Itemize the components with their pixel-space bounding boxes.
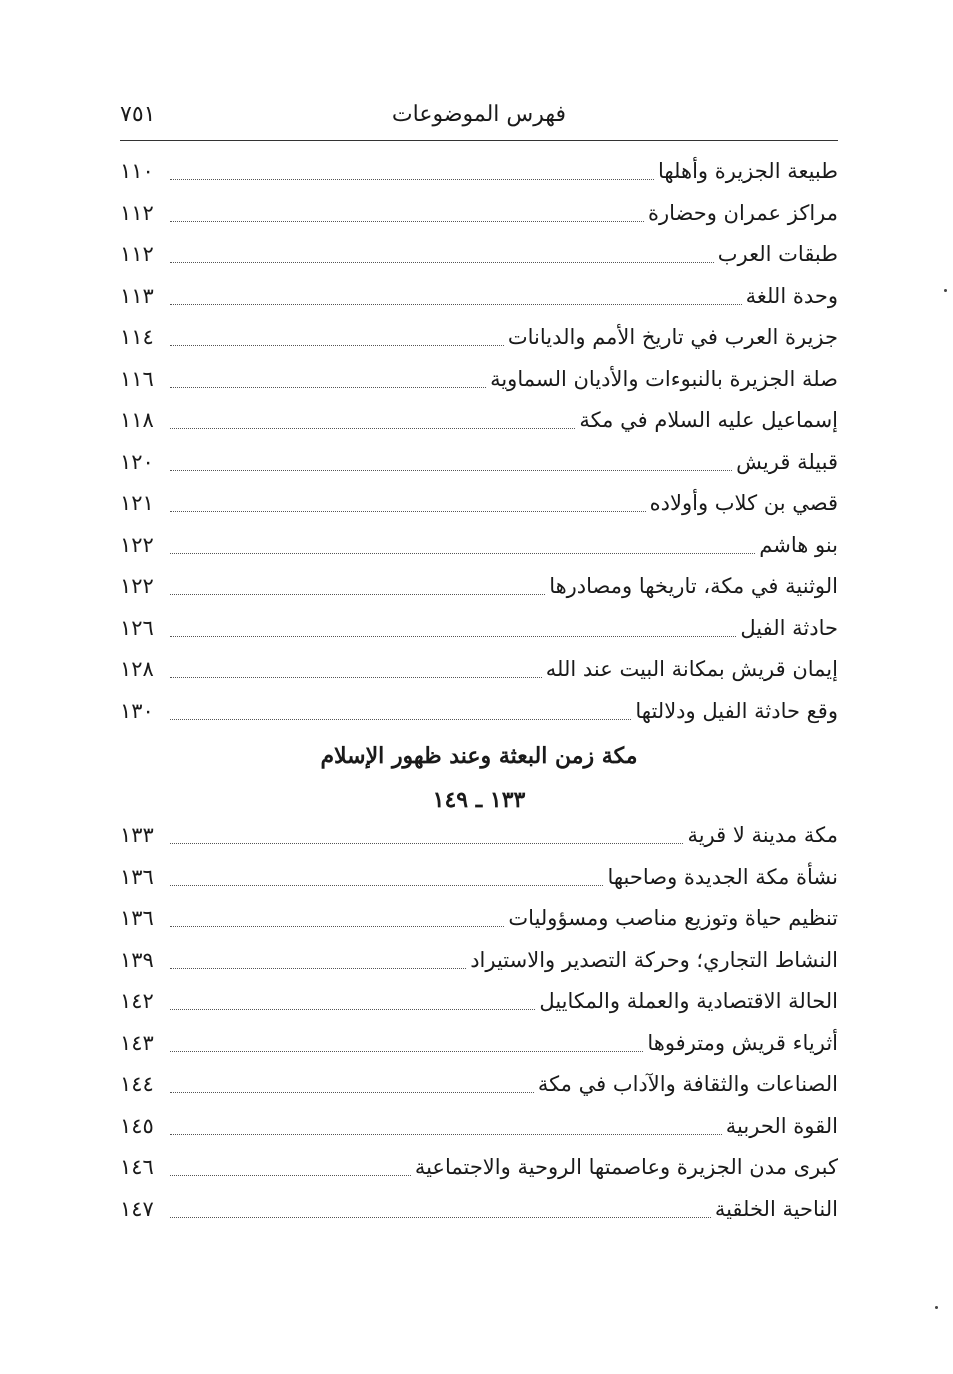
toc-entry [120, 442, 838, 484]
dot-leader [170, 511, 646, 512]
toc-entry-page: ١٤٥ [120, 1113, 154, 1138]
toc-entry-page: ١١٦ [120, 366, 154, 391]
toc-entry-page: ١٢٨ [120, 657, 154, 681]
toc-entry-page: ١٢١ [120, 491, 154, 515]
toc-entry-page: ١٢٠ [120, 449, 154, 474]
toc-entry-title: نشأة مكة الجديدة وصاحبها [607, 864, 838, 889]
toc-entry-title: الصناعات والثقافة والآداب في مكة [537, 1072, 838, 1096]
toc-entry-title: كبرى مدن الجزيرة وعاصمتها الروحية والاجتماعية [414, 1155, 838, 1179]
running-title: فهرس الموضوعات [391, 102, 567, 127]
toc-entry [120, 483, 838, 525]
dot-leader [170, 221, 644, 222]
toc-entry [120, 400, 838, 442]
toc-entry-title: الوثنية في مكة، تاريخها ومصادرها [549, 574, 838, 598]
dot-leader [170, 968, 466, 969]
scan-speck [935, 1306, 938, 1309]
toc-entry-title: إسماعيل عليه السلام في مكة [579, 408, 838, 432]
toc-entry-title: الحالة الاقتصادية والعملة والمكاييل [539, 989, 838, 1013]
dot-leader [170, 262, 714, 263]
toc-entry-page: ١٣٩ [120, 947, 154, 972]
dot-leader [170, 1217, 711, 1218]
toc-entry-title: صلة الجزيرة بالنبوءات والأديان السماوية [490, 366, 838, 391]
dot-leader [170, 885, 603, 886]
toc-entry [120, 566, 838, 608]
dot-leader [170, 1134, 722, 1135]
toc-entry-title: طبيعة الجزيرة وأهلها [657, 159, 838, 183]
toc-entry [120, 857, 838, 899]
dot-leader [170, 553, 755, 554]
toc-entry [120, 940, 838, 982]
toc-entry-page: ١٣٦ [120, 906, 154, 930]
toc-entry-page: ١١٣ [120, 283, 154, 308]
dot-leader [170, 387, 486, 388]
toc-entry [120, 1064, 838, 1106]
toc-entry [120, 981, 838, 1023]
dot-leader [170, 1092, 534, 1093]
toc-entry-page: ١١٤ [120, 325, 154, 349]
toc-entry-title: مكة مدينة لا قرية [687, 823, 838, 847]
toc-entry [120, 276, 838, 318]
toc-entry-page: ١٣٦ [120, 864, 154, 889]
toc-entry-page: ١٤٧ [120, 1196, 154, 1221]
toc-list-part2 [120, 815, 838, 1230]
toc-entry-title: الناحية الخلقية [714, 1196, 838, 1221]
page-header [120, 96, 838, 141]
toc-entry-title: القوة الحربية [725, 1113, 838, 1138]
toc-entry [120, 1106, 838, 1148]
toc-entry-page: ١١٢ [120, 242, 154, 266]
dot-leader [170, 677, 542, 678]
section-page-range: ١٣٣ ـ ١٤٩ [432, 787, 526, 813]
toc-entry-title: قبيلة قريش [736, 449, 838, 474]
dot-leader [170, 719, 631, 720]
dot-leader [170, 345, 504, 346]
toc-entry [120, 359, 838, 401]
toc-entry-title: تنظيم حياة وتوزيع مناصب ومسؤوليات [508, 906, 838, 930]
toc-entry-title: طبقات العرب [717, 242, 838, 266]
dot-leader [170, 1175, 411, 1176]
toc-entry-page: ١٤٤ [120, 1072, 154, 1096]
toc-entry-page: ١١٠ [120, 159, 154, 183]
toc-entry-title: مراكز عمران وحضارة [648, 200, 838, 225]
toc-entry-title: وقع حادثة الفيل ودلالتها [635, 698, 838, 723]
dot-leader [170, 926, 504, 927]
page-number: ٧٥١ [120, 102, 156, 127]
toc-entry [120, 815, 838, 857]
dot-leader [170, 636, 736, 637]
toc-entry-page: ١٤٢ [120, 989, 154, 1013]
dot-leader [170, 304, 742, 305]
dot-leader [170, 1009, 535, 1010]
toc-entry [120, 525, 838, 567]
dot-leader [170, 594, 545, 595]
dot-leader [170, 1051, 643, 1052]
toc-entry-page: ١٤٣ [120, 1030, 154, 1055]
toc-entry-page: ١٣٣ [120, 823, 154, 847]
toc-entry [120, 691, 838, 733]
dot-leader [170, 428, 575, 429]
dot-leader [170, 179, 654, 180]
toc-entry-title: إيمان قريش بمكانة البيت عند الله [545, 657, 838, 681]
toc-entry-title: جزيرة العرب في تاريخ الأمم والديانات [507, 325, 838, 349]
toc-entry-page: ١٢٢ [120, 574, 154, 598]
toc-entry [120, 234, 838, 276]
toc-entry [120, 1189, 838, 1231]
toc-entry [120, 898, 838, 940]
toc-entry-title: قصي بن كلاب وأولاده [649, 491, 838, 515]
toc-list-part1 [120, 151, 838, 732]
toc-entry-title: بنو هاشم [759, 532, 838, 557]
toc-entry-title: حادثة الفيل [740, 615, 838, 640]
toc-entry [120, 317, 838, 359]
toc-entry [120, 151, 838, 193]
section-title: مكة زمن البعثة وعند ظهور الإسلام [320, 743, 638, 769]
toc-entry [120, 1023, 838, 1065]
toc-entry [120, 193, 838, 235]
dot-leader [170, 843, 683, 844]
toc-entry-title: أثرياء قريش ومترفوها [647, 1030, 838, 1055]
toc-entry-page: ١٣٠ [120, 698, 154, 723]
toc-entry-page: ١١٢ [120, 200, 154, 225]
toc-entry [120, 608, 838, 650]
toc-entry-title: وحدة اللغة [745, 283, 838, 308]
dot-leader [170, 470, 732, 471]
toc-entry-page: ١٤٦ [120, 1155, 154, 1179]
toc-entry-page: ١٢٦ [120, 615, 154, 640]
toc-entry-page: ١١٨ [120, 408, 154, 432]
section-heading [120, 736, 838, 820]
toc-entry-page: ١٢٢ [120, 532, 154, 557]
toc-entry [120, 649, 838, 691]
toc-entry [120, 1147, 838, 1189]
scan-speck [944, 289, 947, 292]
toc-entry-title: النشاط التجاري؛ وحركة التصدير والاستيراد [470, 947, 838, 972]
